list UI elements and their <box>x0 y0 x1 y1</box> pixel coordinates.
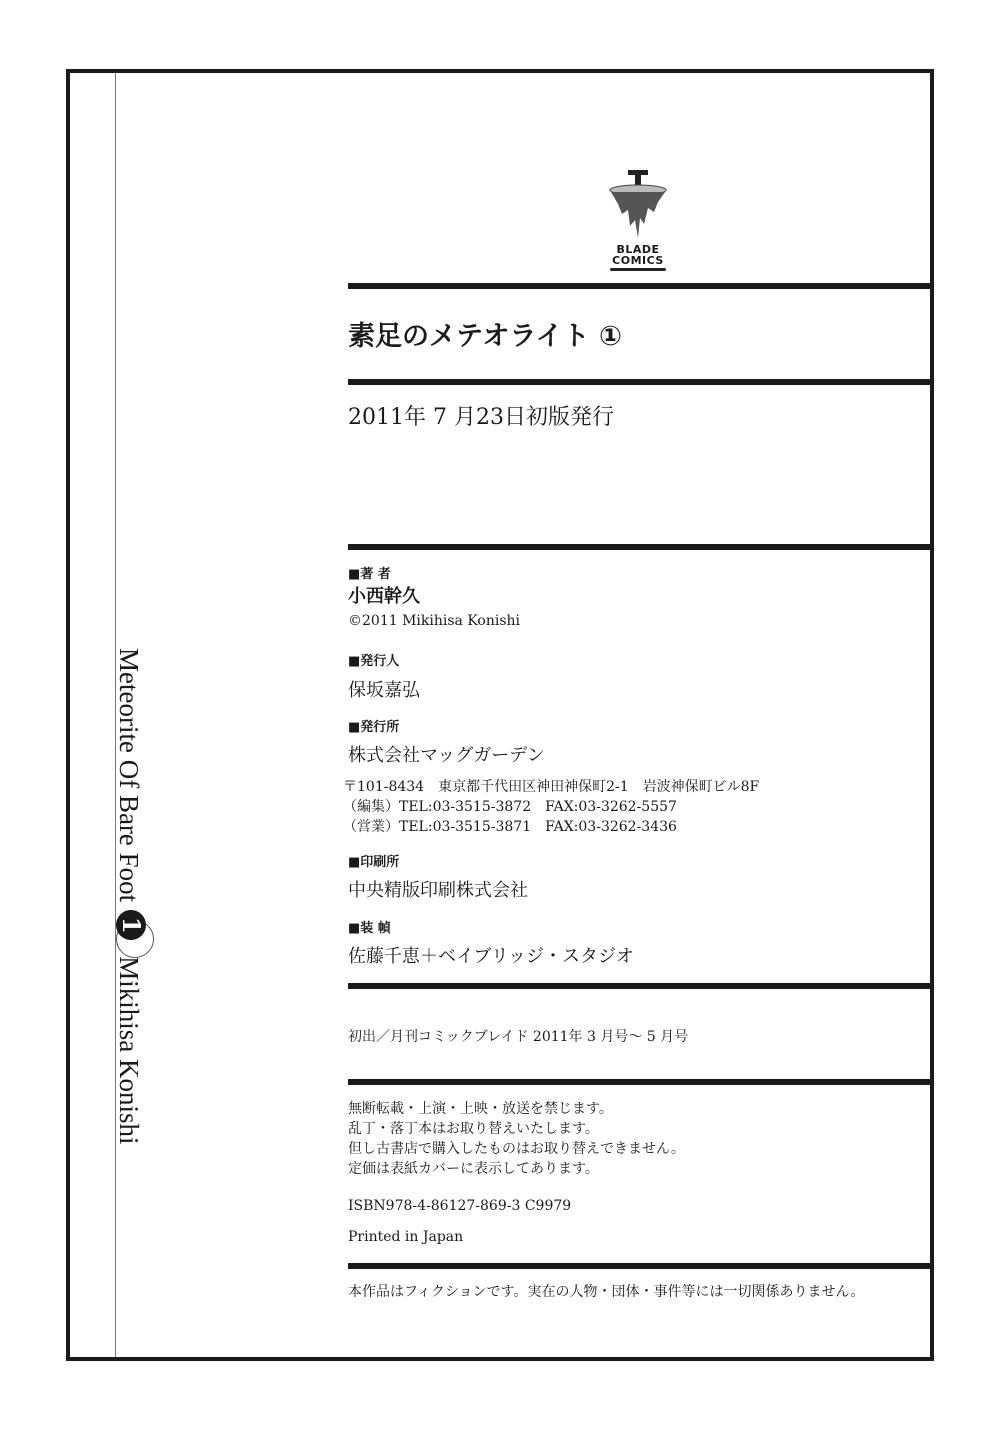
first-edition-date: 2011年 7 月23日初版発行 <box>348 405 614 430</box>
spine-text <box>112 648 146 1144</box>
logo-line2: COMICS <box>612 254 664 267</box>
spine-title: Meteorite Of Bare Foot <box>114 648 145 903</box>
printed-in: Printed in Japan <box>348 1229 464 1245</box>
logo-emblem-icon <box>608 168 668 240</box>
sales-contact: （営業）TEL:03-3515-3871 FAX:03-3262-3436 <box>343 819 677 835</box>
author-name: 小西幹久 <box>348 586 420 607</box>
divider <box>348 544 931 550</box>
editorial-contact: （編集）TEL:03-3515-3872 FAX:03-3262-5557 <box>343 799 677 815</box>
book-title: 素足のメテオライト ① <box>348 321 622 352</box>
divider <box>348 1079 931 1085</box>
divider <box>348 379 931 385</box>
first-appearance: 初出／月刊コミックブレイド 2011年 3 月号～ 5 月号 <box>348 1029 689 1045</box>
volume-badge: 1 <box>112 910 146 944</box>
isbn: ISBN978-4-86127-869-3 C9979 <box>348 1198 572 1214</box>
printer-name: 中央精版印刷株式会社 <box>348 880 528 901</box>
spine-author: Mikihisa Konishi <box>114 956 145 1145</box>
fiction-note: 本作品はフィクションです。実在の人物・団体・事件等には一切関係ありません。 <box>348 1284 865 1300</box>
publisher-person-name: 保坂嘉弘 <box>348 680 420 701</box>
design-label: ■装 幀 <box>348 921 391 936</box>
divider <box>348 983 931 989</box>
notice: 定価は表紙カバーに表示してあります。 <box>348 1161 599 1177</box>
publisher-name: 株式会社マッグガーデン <box>348 745 545 766</box>
publisher-label: ■発行所 <box>348 720 400 735</box>
printer-label: ■印刷所 <box>348 855 400 870</box>
publisher-person-label: ■発行人 <box>348 654 400 669</box>
publisher-address: 〒101-8434 東京都千代田区神田神保町2-1 岩波神保町ビル8F <box>343 779 760 795</box>
notice: 無断転載・上演・上映・放送を禁じます。 <box>348 1101 613 1117</box>
design-name: 佐藤千恵＋ベイブリッジ・スタジオ <box>348 946 635 967</box>
copyright: ©2011 Mikihisa Konishi <box>348 613 521 629</box>
blade-comics-logo <box>598 168 678 268</box>
divider <box>348 1263 931 1269</box>
author-label: ■著 者 <box>348 567 391 582</box>
notice: 但し古書店で購入したものはお取り替えできません。 <box>348 1141 685 1157</box>
notice: 乱丁・落丁本はお取り替えいたします。 <box>348 1121 599 1137</box>
logo-line1: BLADE <box>616 243 660 256</box>
divider <box>348 283 931 289</box>
